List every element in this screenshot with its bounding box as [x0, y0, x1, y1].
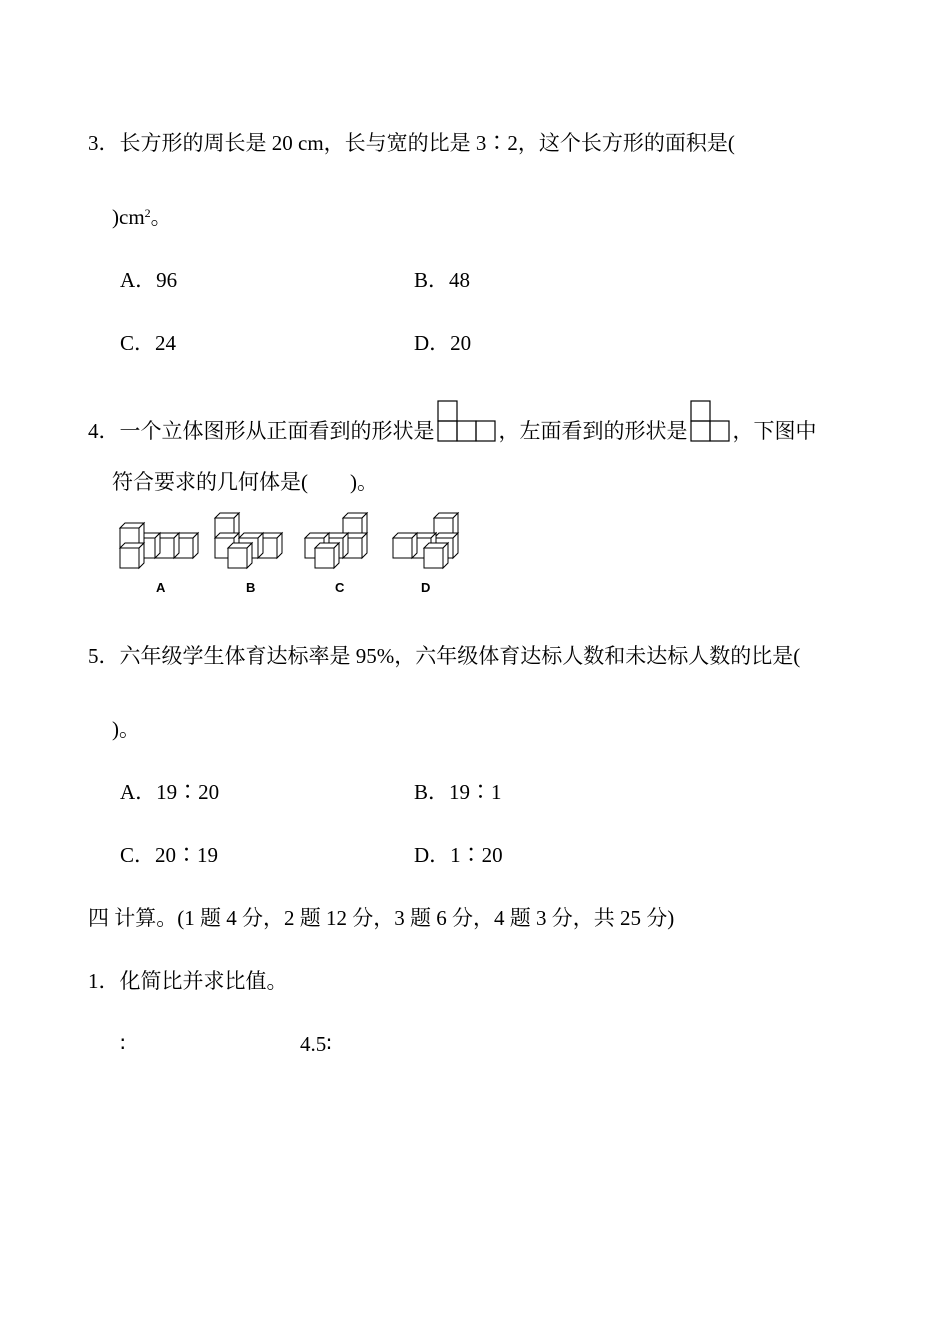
q3-text: 长方形的周长是 20 cm，长与宽的比是 3∶2，这个长方形的面积是(	[119, 131, 735, 155]
q3-option-c	[120, 330, 176, 356]
option-label: D．	[414, 331, 451, 355]
s4q1-text: 化简比并求比值。	[119, 969, 288, 993]
option-label: A．	[120, 268, 157, 292]
option-label: C．	[120, 843, 156, 867]
q5-continuation: )。	[112, 717, 140, 741]
q4-solid-figures	[110, 512, 480, 578]
option-label: B．	[414, 780, 450, 804]
q4-line	[88, 400, 817, 444]
q3-option-a	[120, 267, 177, 293]
solid-figure-c	[305, 513, 367, 568]
option-label: C．	[120, 331, 156, 355]
q3-number: 3．	[88, 131, 120, 155]
q3-continuation	[112, 204, 172, 230]
figure-label-a: A	[156, 580, 166, 595]
option-label: B．	[414, 268, 450, 292]
q5-option-d	[414, 842, 503, 868]
ratio-item-2: 4.5∶	[300, 1032, 332, 1056]
solid-figure-b	[215, 513, 282, 568]
q3-option-d	[414, 330, 471, 356]
option-label: D．	[414, 843, 451, 867]
option-value: 1∶20	[450, 843, 503, 867]
ratio-item-1: ∶	[120, 1032, 126, 1056]
option-value: 19∶20	[156, 780, 220, 804]
s4q1-number: 1．	[88, 969, 120, 993]
option-label: A．	[120, 780, 157, 804]
q5-number: 5．	[88, 644, 120, 668]
option-value: 24	[155, 331, 177, 355]
option-value: 96	[156, 268, 178, 292]
q5-text: 六年级学生体育达标率是 95%，六年级体育达标人数和未达标人数的比是(	[119, 644, 801, 668]
q3-cont-prefix: )cm	[112, 205, 145, 229]
q5-option-b	[414, 779, 502, 805]
q3-cont-suffix: 。	[150, 205, 172, 229]
left-view-figure	[690, 400, 731, 444]
solid-figure-d	[393, 513, 458, 568]
q4-number: 4．	[88, 419, 120, 443]
option-value: 19∶1	[449, 780, 502, 804]
q4-text-a: 一个立体图形从正面看到的形状是	[119, 419, 435, 443]
front-view-figure	[437, 400, 497, 444]
q5-option-a	[120, 779, 219, 805]
q5-line	[88, 643, 800, 669]
q3-option-b	[414, 267, 470, 293]
option-value: 48	[449, 268, 471, 292]
q3-cont-sup: 2	[144, 206, 151, 220]
solid-figure-a	[120, 523, 198, 568]
figure-label-c: C	[335, 580, 345, 595]
option-value: 20∶19	[155, 843, 219, 867]
section-heading: 四 计算。(1 题 4 分，2 题 12 分，3 题 6 分，4 题 3 分，共 25 分)	[88, 906, 675, 930]
option-value: 20	[450, 331, 472, 355]
s4q1-line	[88, 968, 288, 994]
q5-option-c	[120, 842, 218, 868]
q4-text-b: ，左面看到的形状是	[498, 419, 688, 443]
q4-continuation: 符合要求的几何体是( )。	[112, 470, 378, 494]
figure-label-d: D	[421, 580, 431, 595]
figure-label-b: B	[246, 580, 256, 595]
q3-line	[88, 130, 735, 156]
q4-text-c: ，下图中	[732, 419, 817, 443]
